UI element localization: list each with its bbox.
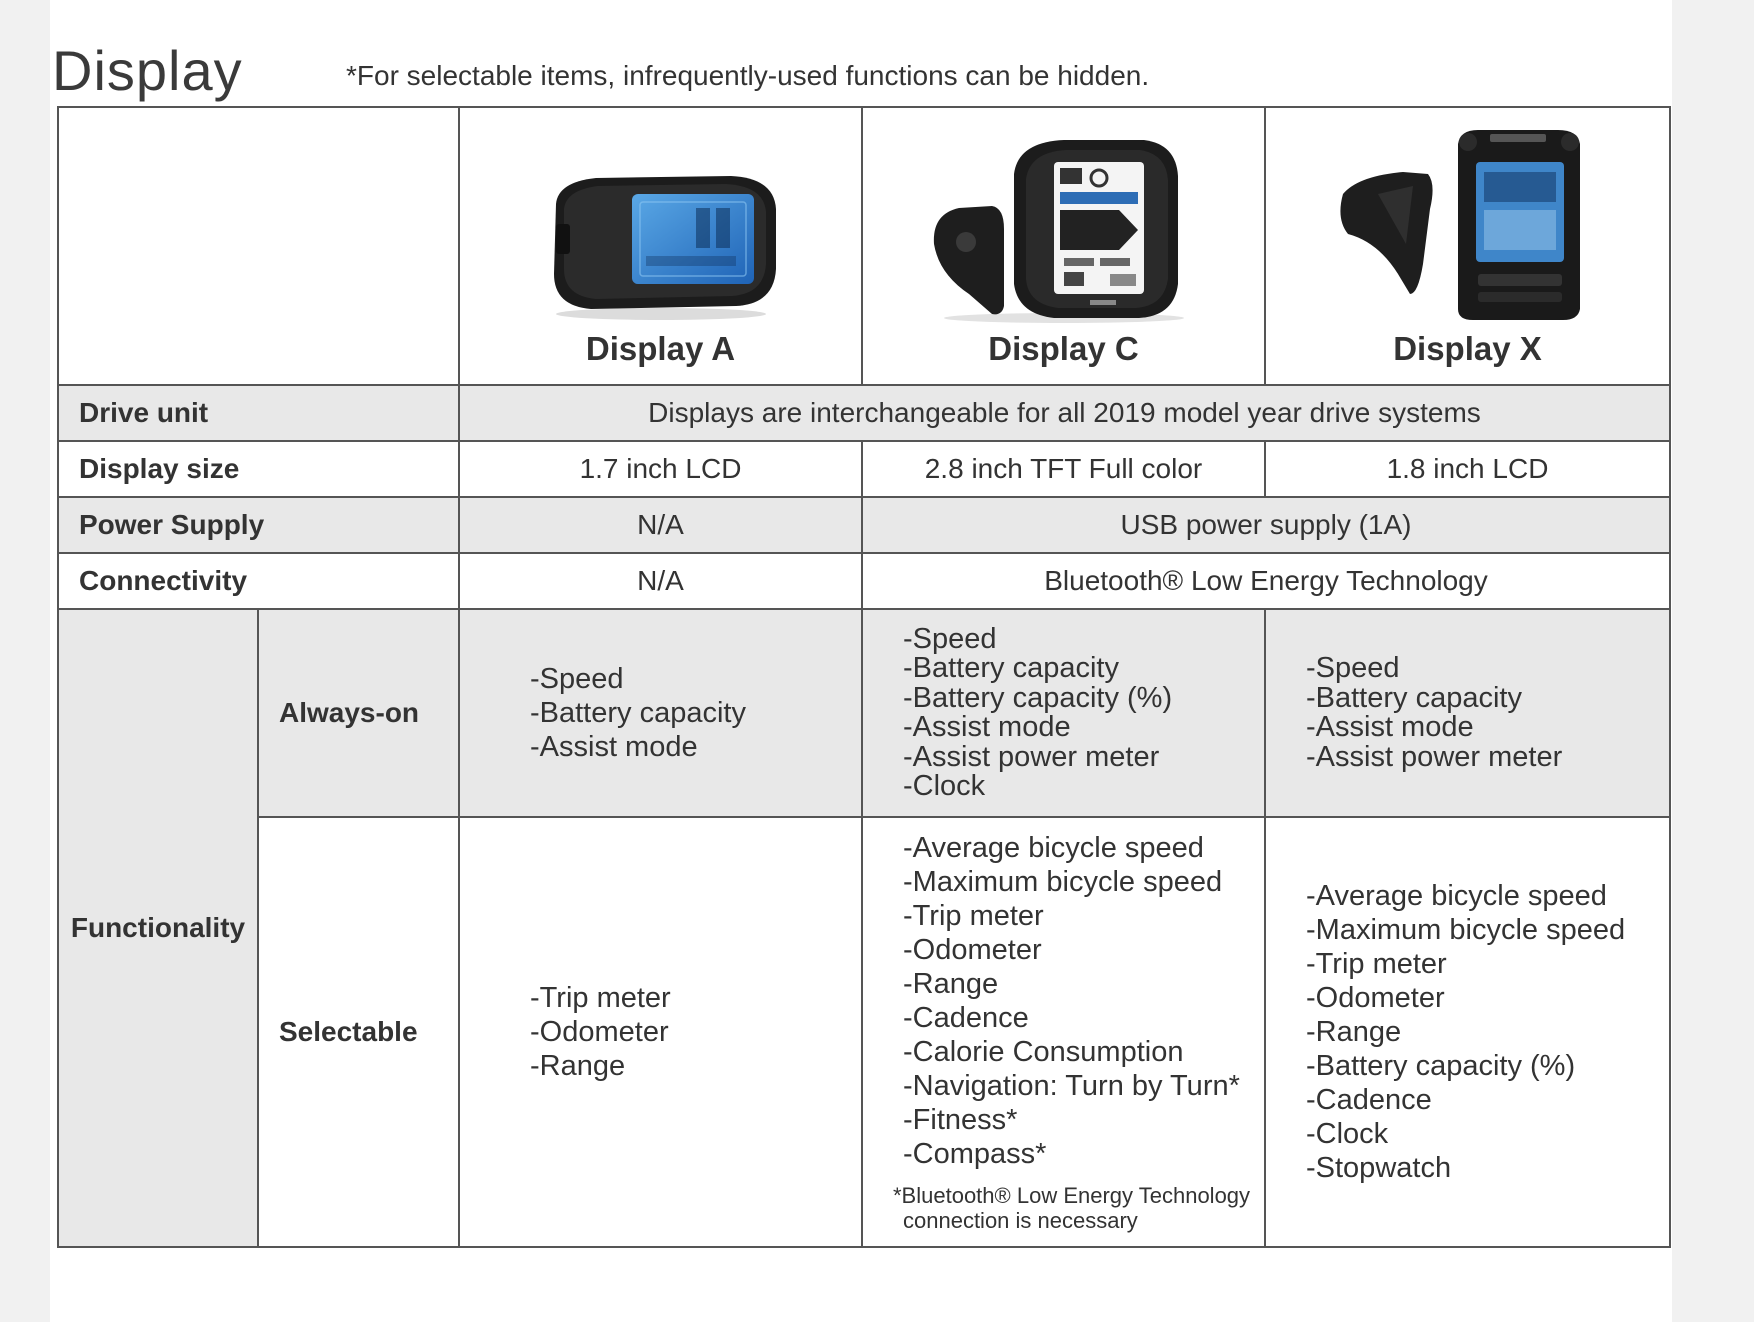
display-c-image	[914, 134, 1214, 324]
always-on-a-list	[460, 662, 861, 764]
display-size-x: 1.8 inch LCD	[1265, 441, 1670, 497]
feature-item: -Assist power meter	[1306, 740, 1563, 773]
row-power-supply	[58, 497, 1670, 553]
feature-item: -Speed	[1306, 652, 1400, 684]
feature-item: -Speed	[530, 663, 624, 695]
product-header-row	[58, 107, 1670, 385]
always-on-c	[862, 609, 1265, 817]
label-power-supply: Power Supply	[58, 497, 459, 553]
display-a-image	[536, 164, 786, 324]
feature-item: -Cadence	[903, 1002, 1029, 1034]
feature-item: -Trip meter	[1306, 948, 1447, 980]
feature-item: -Assist power meter	[903, 740, 1160, 773]
feature-item: -Battery capacity	[903, 652, 1119, 684]
feature-item: -Cadence	[1306, 1084, 1432, 1116]
connectivity-cx: Bluetooth® Low Energy Technology	[862, 553, 1670, 609]
selectable-x	[1265, 817, 1670, 1247]
feature-item: -Range	[1306, 1016, 1402, 1048]
selectable-c	[862, 817, 1265, 1247]
feature-item: -Maximum bicycle speed	[1306, 914, 1626, 946]
always-on-c-list	[863, 622, 1264, 802]
selectable-a	[459, 817, 862, 1247]
feature-item: -Range	[903, 968, 999, 1000]
feature-item: -Assist mode	[530, 731, 698, 763]
selectable-note: *For selectable items, infrequently-used functions can be hidden.	[346, 60, 1150, 91]
always-on-x	[1265, 609, 1670, 817]
feature-item: -Clock	[903, 770, 986, 802]
feature-item: -Battery capacity (%)	[1306, 1050, 1576, 1082]
feature-item: -Clock	[1306, 1118, 1389, 1150]
feature-item: -Assist mode	[903, 711, 1071, 743]
connectivity-a: N/A	[459, 553, 862, 609]
display-size-a: 1.7 inch LCD	[459, 441, 862, 497]
feature-item: -Battery capacity	[1306, 681, 1522, 714]
label-drive-unit: Drive unit	[58, 385, 459, 441]
empty-corner-cell	[58, 107, 459, 385]
product-name-display-c: Display C	[988, 330, 1139, 367]
page-title: Display	[52, 39, 243, 102]
power-supply-a: N/A	[459, 497, 862, 553]
feature-item: -Battery capacity	[530, 697, 746, 729]
feature-item: -Maximum bicycle speed	[903, 866, 1223, 898]
row-selectable	[58, 817, 1670, 1247]
feature-item: -Odometer	[530, 1016, 669, 1048]
product-display-x	[1265, 107, 1670, 385]
feature-item: -Speed	[903, 622, 997, 655]
feature-item: -Navigation: Turn by Turn*	[903, 1070, 1240, 1102]
feature-item: -Trip meter	[530, 982, 671, 1014]
label-selectable: Selectable	[258, 817, 459, 1247]
product-display-a	[459, 107, 862, 385]
selectable-a-list	[460, 981, 861, 1083]
power-supply-cx: USB power supply (1A)	[862, 497, 1670, 553]
row-display-size	[58, 441, 1670, 497]
value-drive-unit: Displays are interchangeable for all 2019 model year drive systems	[459, 385, 1670, 441]
product-name-display-a: Display A	[585, 330, 736, 367]
feature-item: -Trip meter	[903, 900, 1044, 932]
feature-item: -Compass*	[903, 1138, 1047, 1170]
row-connectivity	[58, 553, 1670, 609]
row-always-on	[58, 609, 1670, 817]
product-name-display-x: Display X	[1393, 330, 1542, 367]
label-display-size: Display size	[58, 441, 459, 497]
selectable-c-list	[863, 831, 1264, 1171]
feature-item: -Odometer	[1306, 982, 1445, 1014]
feature-item: -Calorie Consumption	[903, 1036, 1184, 1068]
display-size-c: 2.8 inch TFT Full color	[862, 441, 1265, 497]
display-x-image	[1318, 124, 1618, 324]
always-on-a	[459, 609, 862, 817]
selectable-x-list	[1266, 879, 1669, 1185]
feature-item: -Range	[530, 1050, 626, 1082]
footnote-line-1: *Bluetooth® Low Energy Technology	[893, 1183, 1251, 1208]
row-drive-unit	[58, 385, 1670, 441]
label-functionality: Functionality	[58, 609, 258, 1247]
feature-item: -Battery capacity (%)	[903, 681, 1173, 714]
feature-item: -Assist mode	[1306, 711, 1474, 743]
feature-item: -Fitness*	[903, 1104, 1018, 1136]
product-display-c	[862, 107, 1265, 385]
label-connectivity: Connectivity	[58, 553, 459, 609]
feature-item: -Average bicycle speed	[1306, 880, 1607, 912]
footnote-line-2: connection is necessary	[903, 1208, 1138, 1233]
feature-item: -Stopwatch	[1306, 1152, 1452, 1184]
bluetooth-footnote	[863, 1171, 1264, 1233]
label-always-on: Always-on	[258, 609, 459, 817]
feature-item: -Odometer	[903, 934, 1042, 966]
display-spec-table	[57, 106, 1671, 1248]
feature-item: -Average bicycle speed	[903, 832, 1204, 864]
always-on-x-list	[1266, 654, 1669, 772]
